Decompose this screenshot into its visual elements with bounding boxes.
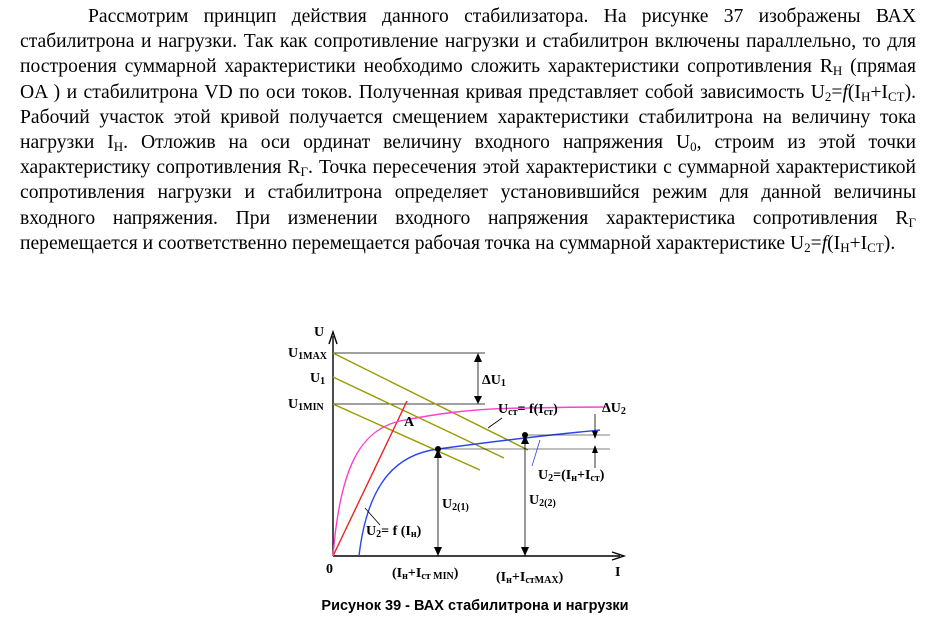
u21-arrow-head-bottom (434, 547, 442, 556)
u21-label: U2(1) (442, 497, 469, 513)
u2-sum-curve-label: U2=(Iн+Iст) (538, 468, 605, 484)
u22-label: U2(2) (529, 493, 556, 509)
figure-caption: Рисунок 39 - ВАХ стабилитрона и нагрузки (321, 598, 629, 614)
du1-arrow-head-bottom (474, 396, 482, 404)
vax-figure (270, 318, 690, 600)
body-paragraph: Рассмотрим принцип действия данного стабилизатора. На рисунке 37 изображены ВАХ стабилитрона и нагрузки. Так как сопротивление нагрузки и стабилитрон включены параллельно, то для построения суммарной характеристики необходимо сложить характеристики сопротивления $R_Н$ (прямая OA ) и стабилитрона VD по оси токов. Полученная кривая представляет собой зависимость $U_2=f(I_Н+I_{СТ})$. Рабочий участок этой кривой получается смещением характеристики стабилитрона на величину тока нагрузки $I_Н$. Отложив на оси ординат величину входного напряжения $U_0$, строим из этой точки характеристику сопротивления $R_Г$. Точка пересечения этой характеристики с суммарной характеристикой сопротивления нагрузки и стабилитрона определяет установившийся режим для данной величины входного напряжения. При изменении входного напряжения характеристика сопротивления $R_Г$ перемещается и соответственно перемещается рабочая точка на суммарной характеристике $U_2=f(I_Н+I_{СТ})$. (20, 6, 916, 255)
du1-arrow-head-top (474, 353, 482, 362)
working-point-1 (435, 446, 441, 452)
u1max-label: U1MAX (288, 346, 328, 362)
u2-load-curve-label: U2= f (Iн) (366, 524, 422, 540)
u22-arrow-head-bottom (521, 547, 529, 556)
axis-i-label: I (615, 565, 621, 580)
origin-label: 0 (326, 562, 333, 577)
working-point-2 (522, 432, 528, 438)
delta-u1-label: ΔU1 (482, 373, 506, 389)
axis-u-label: U (314, 325, 325, 340)
u2-curve-pointer (532, 440, 540, 466)
imax-label: (Iн+IстMAX) (496, 570, 564, 586)
delta-u2-label: ΔU2 (602, 401, 626, 417)
rg-line-min (333, 404, 480, 470)
ust-curve-label: Uст= f(Iст) (498, 402, 558, 418)
u1min-label: U1MIN (288, 397, 324, 413)
u1-label: U1 (310, 371, 326, 387)
point-a-label: A (404, 415, 415, 430)
imin-label: (Iн+Iст MIN) (392, 566, 459, 582)
ust-pointer (488, 418, 502, 428)
